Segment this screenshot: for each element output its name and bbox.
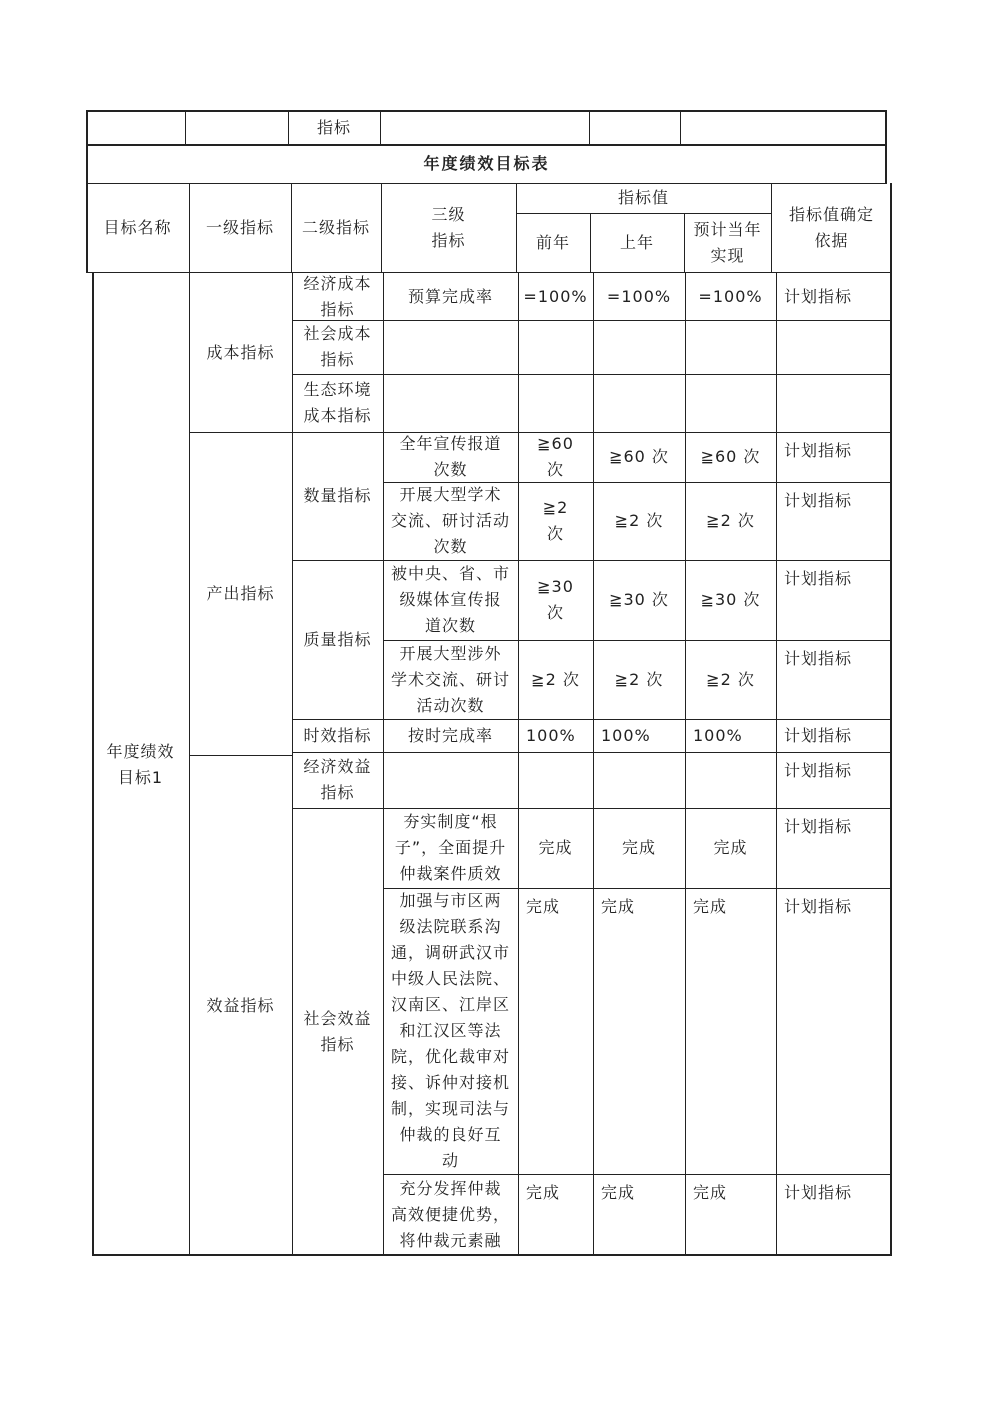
level1-benefit: 效益指标 bbox=[206, 995, 275, 1015]
table-row-last: 完成 bbox=[601, 1183, 636, 1202]
table-row-prev: ≧2 次 bbox=[531, 669, 580, 689]
level2-quality: 质量指标 bbox=[303, 629, 372, 649]
level2-social-cost: 社会成本 指标 bbox=[303, 324, 372, 369]
table-row-last: ≧60 次 bbox=[609, 447, 669, 466]
table-row-prev: 100% bbox=[526, 725, 576, 745]
table-row-prev: 完成 bbox=[526, 1183, 561, 1202]
table-row-prev: 完成 bbox=[538, 838, 573, 857]
table-row-basis: 计划指标 bbox=[784, 441, 853, 460]
table-row-level3: 按时完成率 bbox=[407, 725, 493, 745]
level2-eco-cost: 生态环境 成本指标 bbox=[303, 380, 372, 425]
header-basis: 指标值确定 依据 bbox=[788, 205, 874, 250]
level2-economic-benefit: 经济效益 指标 bbox=[303, 757, 372, 802]
table-row-level3: 开展大型学术 交流、研讨活动 次数 bbox=[390, 485, 510, 556]
table-row-prev: 完成 bbox=[526, 897, 561, 916]
table-row-cur: ≧30 次 bbox=[700, 590, 761, 609]
header-goal-name: 目标名称 bbox=[103, 218, 172, 237]
table-row-last: ≧2 次 bbox=[614, 511, 664, 530]
table-row-prev: ≧2 次 bbox=[542, 498, 569, 543]
header-prev-year: 前年 bbox=[535, 233, 570, 252]
table-row-cur: 完成 bbox=[693, 897, 728, 916]
table-row-cur: =100% bbox=[698, 286, 763, 306]
fragment-label: 指标 bbox=[316, 118, 351, 137]
goal-name: 年度绩效 目标1 bbox=[106, 741, 175, 787]
table-row-cur: ≧2 次 bbox=[706, 669, 755, 689]
level2-quantity: 数量指标 bbox=[303, 486, 372, 505]
table-row-cur: ≧2 次 bbox=[706, 511, 755, 530]
table-row-level3: 开展大型涉外 学术交流、研讨 活动次数 bbox=[390, 643, 510, 715]
table-row-prev: =100% bbox=[523, 286, 588, 306]
table-row-cur: 完成 bbox=[713, 838, 748, 857]
table-title: 年度绩效目标表 bbox=[423, 154, 550, 173]
header-last-year: 上年 bbox=[619, 233, 654, 252]
table-row-last: 完成 bbox=[621, 838, 656, 857]
header-level1: 一级指标 bbox=[205, 218, 274, 237]
table-row-last: ≧30 次 bbox=[609, 590, 669, 609]
table-row-basis: 计划指标 bbox=[784, 491, 853, 510]
level1-output: 产出指标 bbox=[206, 583, 275, 603]
table-row-level3: 被中央、省、市 级媒体宣传报 道次数 bbox=[390, 564, 510, 635]
header-this-year: 预计当年 实现 bbox=[693, 220, 762, 265]
table-row-basis: 计划指标 bbox=[784, 649, 853, 668]
table-row-level3: 夯实制度“根 子”，全面提升 仲裁案件质效 bbox=[394, 812, 507, 883]
header-level2: 二级指标 bbox=[301, 218, 370, 237]
table-row-level3: 加强与市区两 级法院联系沟 通，调研武汉市 中级人民法院、 汉南区、江岸区 和江汉区等法 院，优化裁审对 接、诉仲对接机 制，实现司法与 仲裁的良好互 动 bbox=[390, 891, 510, 1170]
table-row-cur: 完成 bbox=[693, 1183, 728, 1202]
header-level3: 三级 指标 bbox=[431, 205, 466, 250]
table-row-last: ≧2 次 bbox=[614, 669, 664, 689]
table-row-prev: ≧60 次 bbox=[537, 434, 574, 479]
table-row-level3: 预算完成率 bbox=[407, 286, 493, 306]
level1-cost: 成本指标 bbox=[206, 342, 275, 362]
table-row-cur: 100% bbox=[693, 725, 743, 745]
table-row-last: =100% bbox=[606, 286, 672, 306]
level2-timeliness: 时效指标 bbox=[303, 725, 372, 745]
level2-social-benefit: 社会效益 指标 bbox=[303, 1009, 372, 1054]
table-row-basis: 计划指标 bbox=[784, 897, 853, 916]
table-row-basis: 计划指标 bbox=[784, 286, 853, 306]
header-value-group: 指标值 bbox=[617, 188, 669, 207]
table-row-last: 完成 bbox=[601, 897, 636, 916]
table-row-level3: 全年宣传报道 次数 bbox=[399, 434, 502, 479]
table-row-cur: ≧60 次 bbox=[700, 447, 761, 466]
table-row-basis: 计划指标 bbox=[784, 725, 853, 745]
table-row-last: 100% bbox=[601, 725, 651, 745]
table-row-basis: 计划指标 bbox=[784, 817, 853, 836]
level2-economic-cost: 经济成本 指标 bbox=[303, 273, 372, 319]
table-row-level3: 充分发挥仲裁 高效便捷优势， 将仲裁元素融 bbox=[390, 1179, 510, 1250]
table-row-basis: 计划指标 bbox=[784, 1183, 853, 1202]
table-row-basis: 计划指标 bbox=[784, 761, 853, 780]
table-row-prev: ≧30 次 bbox=[537, 577, 574, 622]
table-row-basis: 计划指标 bbox=[784, 569, 853, 588]
fragment-row bbox=[86, 110, 887, 146]
